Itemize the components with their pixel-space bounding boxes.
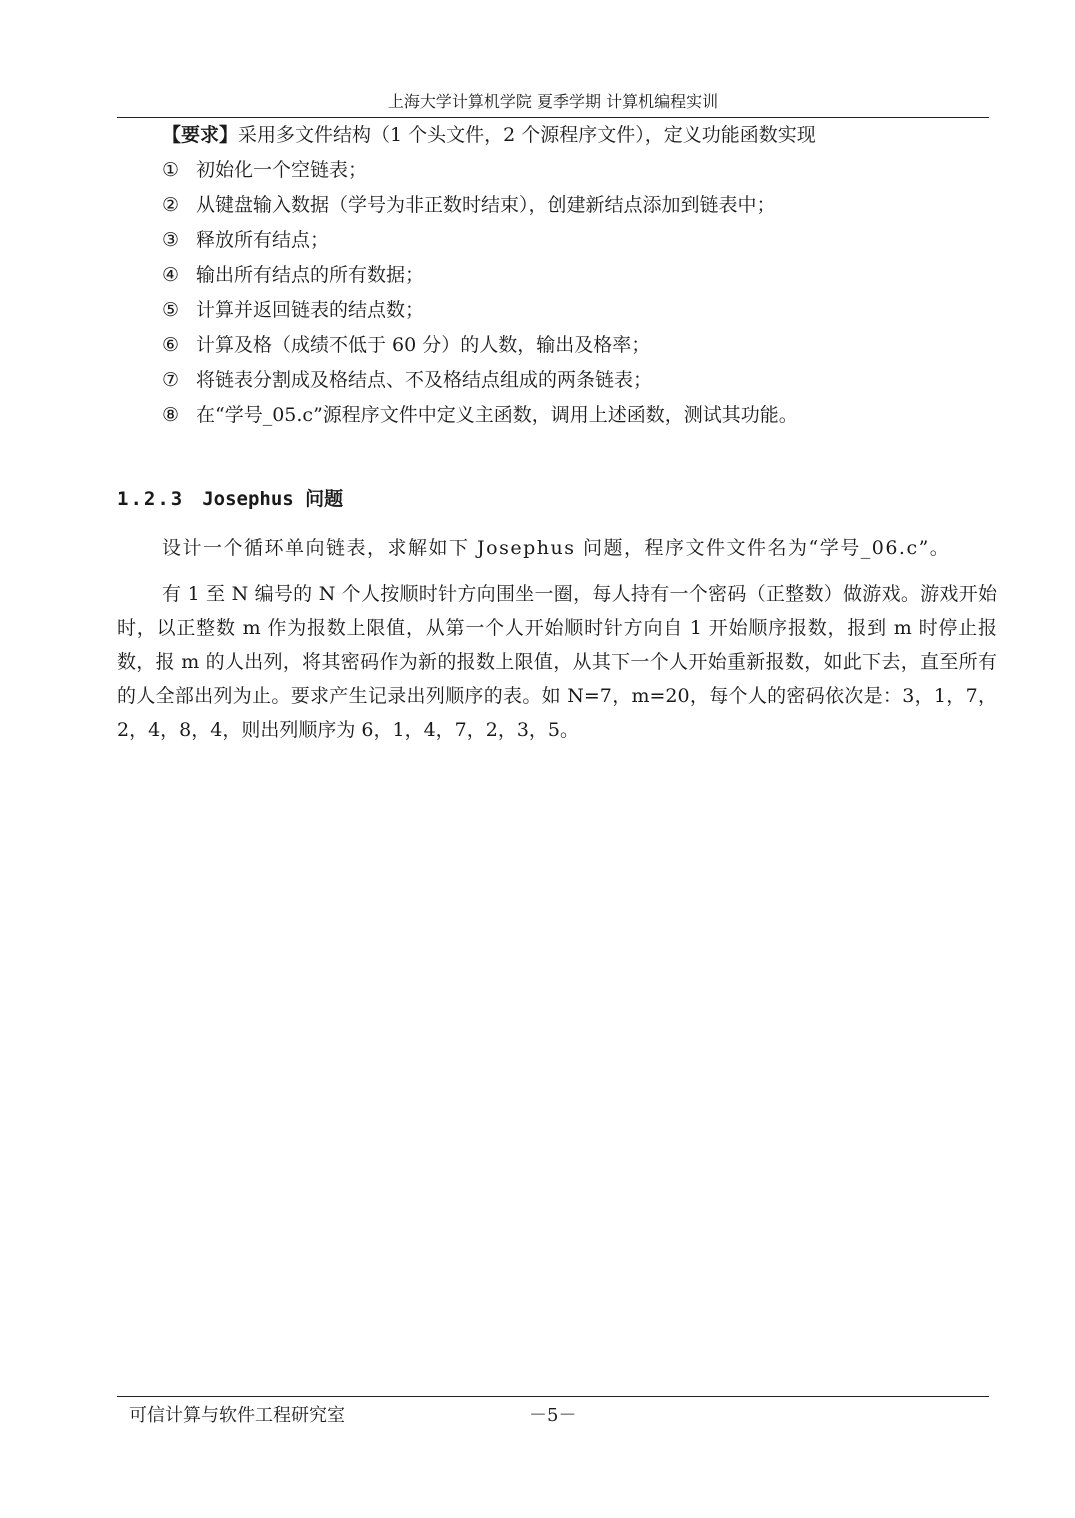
requirement-item [117,223,997,258]
item-text: 在“学号_05.c”源程序文件中定义主函数，调用上述函数，测试其功能。 [196,404,798,426]
section-title: Josephus 问题 [202,488,344,510]
item-text: 输出所有结点的所有数据； [196,264,425,286]
section-heading [117,479,997,519]
requirement-item [117,293,997,328]
item-text: 计算及格（成绩不低于 60 分）的人数，输出及格率； [196,334,651,356]
item-number: ⑤ [162,299,180,321]
paragraph-problem: 有 1 至 N 编号的 N 个人按顺时针方向围坐一圈，每人持有一个密码（正整数）做游戏。游戏开始时，以正整数 m 作为报数上限值，从第一个人开始顺时针方向自 1 开始顺序报数，报到 m 时停止报数，报 m 的人出列，将其密码作为新的报数上限值，从其下一个人开始重新报数，如此下去，直至所有的人全部出列为止。要求产生记录出列顺序的表。如 N=7，m=20，每个人的密码依次是：3，1，7，2，4，8，4，则出列顺序为 6，1，4，7，2，3，5。 [117,583,997,741]
item-number: ④ [162,264,180,286]
requirement-item [117,188,997,223]
requirements-intro: 采用多文件结构（1 个头文件，2 个源程序文件），定义功能函数实现 [238,124,816,146]
requirement-item [117,258,997,293]
requirement-item [117,153,997,188]
item-number: ③ [162,229,180,251]
requirements-title [117,118,997,153]
item-text: 计算并返回链表的结点数； [196,299,425,321]
requirement-item [117,398,997,433]
page-header [117,90,989,118]
item-text: 将链表分割成及格结点、不及格结点组成的两条链表； [196,369,653,391]
header-text: 上海大学计算机学院 夏季学期 计算机编程实训 [387,92,719,111]
page-footer [117,1396,989,1428]
item-number: ⑦ [162,369,180,391]
page-number: －5－ [529,1405,577,1426]
item-text: 从键盘输入数据（学号为非正数时结束），创建新结点添加到链表中； [196,194,776,216]
item-number: ① [162,159,180,181]
footer-lab-name: 可信计算与软件工程研究室 [129,1405,345,1426]
section-number: 1.2.3 [117,488,185,510]
requirement-item [117,328,997,363]
paragraph-intro: 设计一个循环单向链表，求解如下 Josephus 问题，程序文件文件名为“学号_06.c”。 [162,537,951,559]
requirement-item [117,363,997,398]
document-body [117,118,997,747]
item-number: ⑥ [162,334,180,356]
item-number: ⑧ [162,404,180,426]
item-number: ② [162,194,180,216]
requirements-label: 【要求】 [162,124,239,146]
item-text: 释放所有结点； [196,229,330,251]
item-text: 初始化一个空链表； [196,159,368,181]
